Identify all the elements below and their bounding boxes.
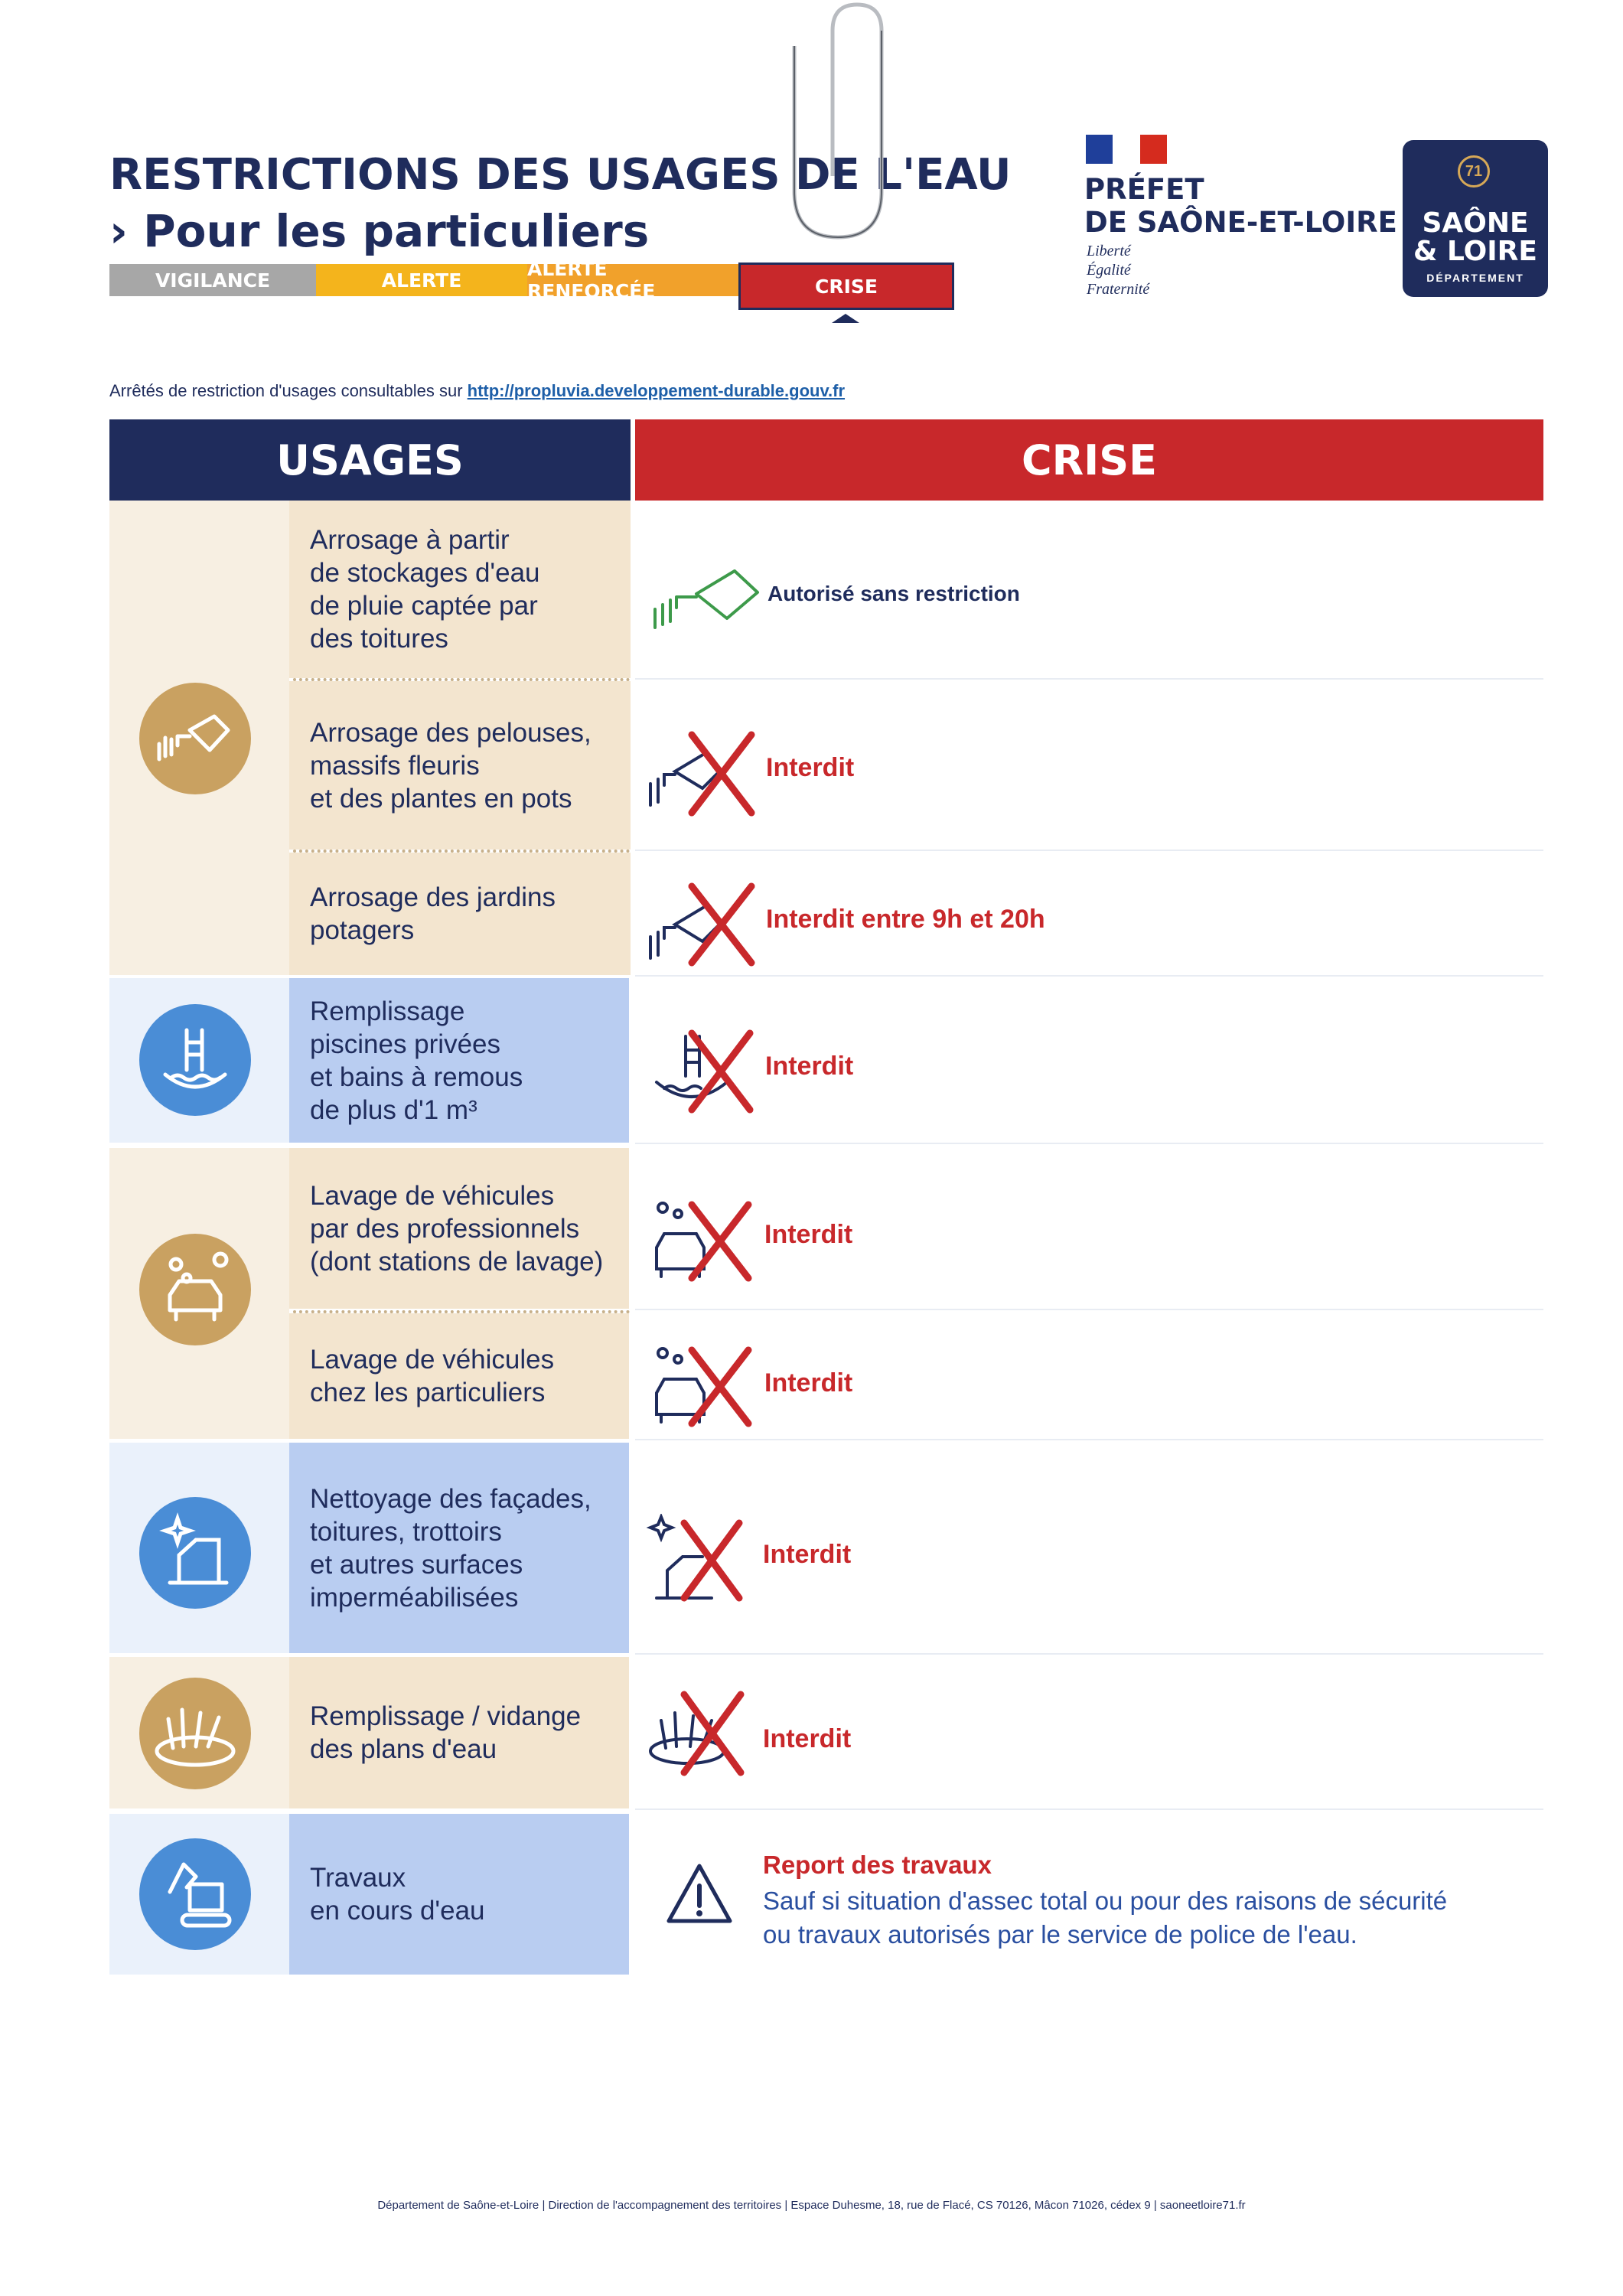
republic-motto: Liberté Égalité Fraternité xyxy=(1087,243,1150,298)
dept-badge: 71 xyxy=(1458,155,1490,188)
report-title: Report des travaux xyxy=(763,1851,992,1879)
watering-can-icon xyxy=(139,683,251,794)
pond-group-badge xyxy=(139,1678,251,1789)
status-text: Interdit xyxy=(764,1220,853,1249)
usage-cell: Arrosage des pelouses, massifs fleuris et des plantes en pots xyxy=(289,681,631,850)
status-text: Interdit xyxy=(764,1368,853,1397)
usage-cell: Lavage de véhicules chez les particuliers xyxy=(289,1313,629,1439)
status-text: Autorisé sans restriction xyxy=(768,582,1020,605)
level-alerte-renforcee: ALERTE RENFORCÉE xyxy=(527,264,738,296)
watering-group-badge xyxy=(139,683,251,794)
column-header-crise: CRISE xyxy=(635,419,1543,501)
pool-forbidden-icon xyxy=(647,1027,762,1117)
car-wash-forbidden-icon xyxy=(652,1344,767,1431)
prefet-name: PRÉFET DE SAÔNE-ET-LOIRE xyxy=(1084,173,1397,239)
usage-cell: Arrosage des jardins potagers xyxy=(289,853,631,975)
french-flag-icon xyxy=(1086,135,1167,164)
page-footer: Département de Saône-et-Loire | Direction de l'accompagnement des territoires | Espace Duhesme, 18, rue de Flacé, CS 70126, Mâcon 71026, cédex 9 | saoneetloire71.fr xyxy=(377,2199,1246,2212)
usage-cell: Nettoyage des façades, toitures, trottoirs et autres surfaces imperméabilisées xyxy=(289,1443,629,1653)
car-wash-icon xyxy=(139,1234,251,1345)
usage-cell: Travaux en cours d'eau xyxy=(289,1814,629,1975)
level-vigilance: VIGILANCE xyxy=(109,264,316,296)
cleaning-forbidden-icon xyxy=(644,1514,759,1606)
usage-cell: Remplissage / vidange des plans d'eau xyxy=(289,1657,629,1808)
consult-note: Arrêtés de restriction d'usages consultables sur http://propluvia.developpement-durable.gouv.fr xyxy=(109,381,846,400)
level-alerte: ALERTE xyxy=(316,264,527,296)
pond-forbidden-icon xyxy=(644,1690,759,1780)
status-text: Interdit xyxy=(763,1540,852,1569)
pool-group-badge xyxy=(139,1004,251,1116)
usage-cell: Lavage de véhicules par des professionnels (dont stations de lavage) xyxy=(289,1148,629,1309)
status-text: Interdit xyxy=(766,753,855,782)
status-text: Interdit xyxy=(765,1052,854,1081)
status-text: Interdit entre 9h et 20h xyxy=(766,905,1045,934)
cleaning-group-badge xyxy=(139,1497,251,1609)
page-subtitle: › Pour les particuliers xyxy=(109,205,650,257)
column-header-usages: USAGES xyxy=(109,419,631,501)
department-logo: 71 SAÔNE & LOIRE DÉPARTEMENT xyxy=(1403,140,1548,297)
excavator-icon xyxy=(139,1838,251,1950)
warning-icon xyxy=(664,1861,735,1926)
pool-icon xyxy=(139,1004,251,1116)
current-level-caret-icon xyxy=(832,314,859,323)
works-group-badge xyxy=(139,1838,251,1950)
report-body: Sauf si situation d'assec total ou pour des raisons de sécurité ou travaux autorisés par le service de police de l'eau. xyxy=(763,1887,1448,1949)
propluvia-link[interactable]: http://propluvia.developpement-durable.gouv.fr xyxy=(467,381,846,400)
level-crise: CRISE xyxy=(738,263,954,310)
usage-cell: Arrosage à partir de stockages d'eau de pluie captée par des toitures xyxy=(289,501,631,678)
cleaning-icon xyxy=(139,1497,251,1609)
status-text: Interdit xyxy=(763,1724,852,1753)
paperclip-icon xyxy=(781,0,895,253)
pond-icon xyxy=(139,1678,251,1789)
alert-level-scale xyxy=(109,258,955,302)
watering-can-forbidden-icon xyxy=(644,880,759,970)
car-wash-group-badge xyxy=(139,1234,251,1345)
watering-can-forbidden-icon xyxy=(644,727,759,820)
page-title: RESTRICTIONS DES USAGES DE L'EAU xyxy=(109,150,1012,200)
car-wash-forbidden-icon xyxy=(652,1199,767,1286)
watering-can-allowed-icon xyxy=(643,554,765,631)
usage-cell: Remplissage piscines privées et bains à remous de plus d'1 m³ xyxy=(289,978,629,1143)
